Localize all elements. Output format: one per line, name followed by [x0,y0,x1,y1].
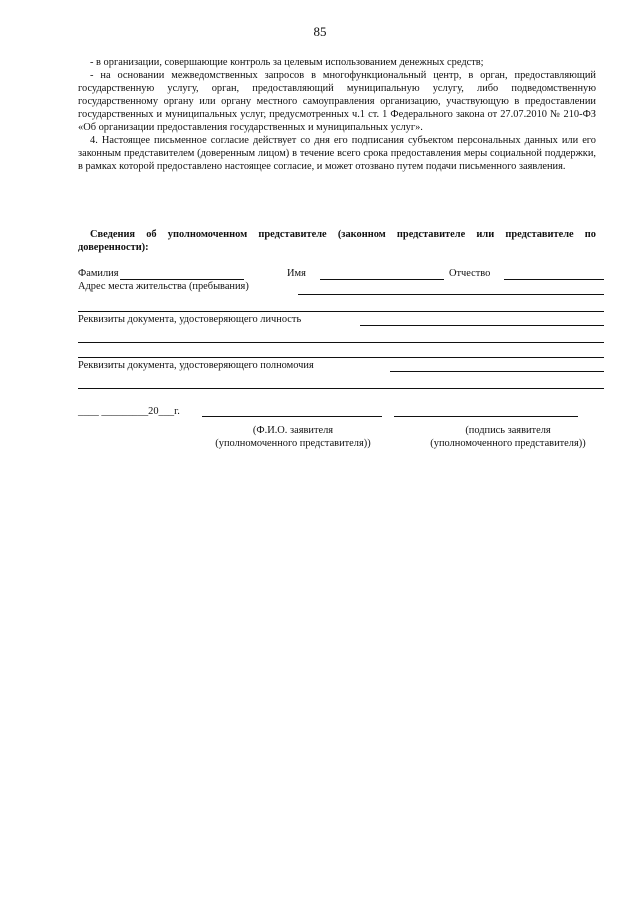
paragraph-interagency-requests: - на основании межведомственных запросов в многофункциональный центр, в орган, предоставляющий государственную услугу, орган, предоставляющий муниципальную услугу, либо подведомственную государственному органу или органу местного самоуправления организацию, участвующую в предоставлении государственных и муниципальных услуг, предусмотренных ч.1 ст. 1 Федерального закона от 27.07.2010 № 210-ФЗ «Об организации предоставления государственных и муниципальных услуг». [78,70,596,133]
authority-doc-field-line-2[interactable] [78,388,604,389]
address-label: Адрес места жительства (пребывания) [78,281,249,292]
identity-doc-field[interactable] [360,325,604,326]
name-field[interactable] [320,279,444,280]
signature-field[interactable] [394,416,578,417]
fio-field[interactable] [202,416,382,417]
paragraph-consent-validity: 4. Настоящее письменное согласие действует со дня его подписания субъектом персональных данных или его законным представителем (доверенным лицом) в течение всего срока предоставления меры социальной поддержки, в рамках которой предоставлено настоящее согласие, и может отозвано путем подачи письменного заявления. [78,135,596,172]
address-field-line-2[interactable] [78,311,604,312]
patronymic-field[interactable] [504,279,604,280]
signature-caption: (подпись заявителя (уполномоченного представителя)) [430,425,586,449]
consent-text [78,56,596,173]
name-label: Имя [287,268,306,279]
page-number: 85 [313,24,327,39]
representative-section-title: Сведения об уполномоченном представителе (законном представителе или представителе по доверенности): [78,229,596,253]
surname-field[interactable] [120,279,244,280]
surname-label: Фамилия [78,268,119,279]
signature-date: ____ _________20___г. [78,406,180,417]
authority-doc-field[interactable] [390,371,604,372]
authority-doc-label: Реквизиты документа, удостоверяющего полномочия [78,360,314,371]
identity-doc-field-line-3[interactable] [78,357,604,358]
patronymic-label: Отчество [449,268,491,279]
address-field[interactable] [298,294,604,295]
identity-doc-label: Реквизиты документа, удостоверяющего личность [78,314,302,325]
identity-doc-field-line-2[interactable] [78,342,604,343]
paragraph-organizations: - в организации, совершающие контроль за целевым использованием денежных средств; [90,57,484,68]
fio-caption: (Ф.И.О. заявителя (уполномоченного представителя)) [215,425,371,449]
